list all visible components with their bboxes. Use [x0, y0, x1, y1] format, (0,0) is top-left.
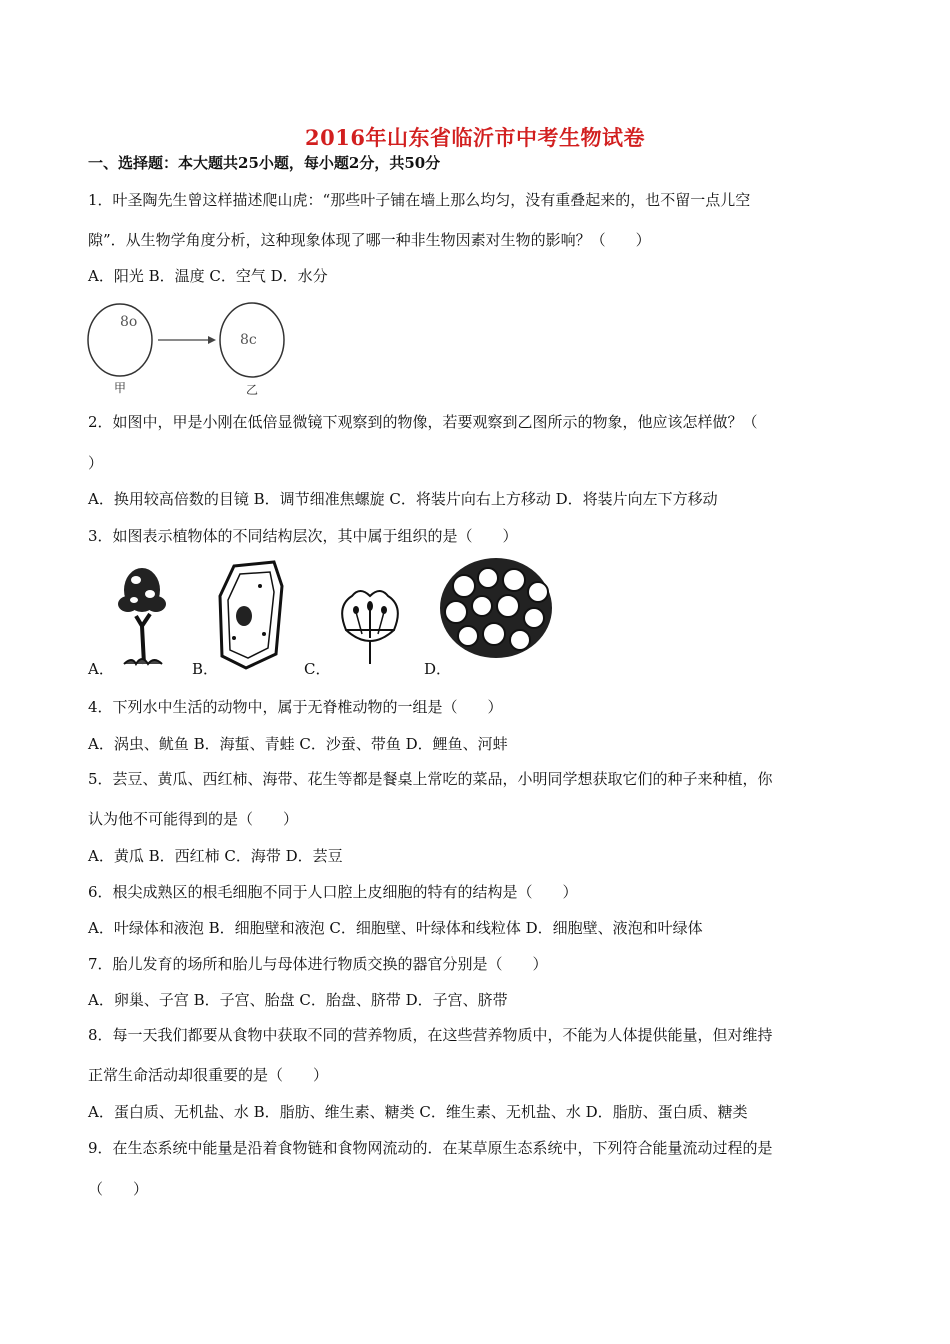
- question-6-options: A．叶绿体和液泡 B．细胞壁和液泡 C．细胞壁、叶绿体和线粒体 D．细胞壁、液泡和叶绿体: [88, 919, 703, 937]
- question-5-options: A．黄瓜 B．西红柿 C．海带 D．芸豆: [88, 847, 343, 865]
- option-label-d: D．: [424, 660, 452, 678]
- option-label-b: B．: [192, 660, 219, 678]
- question-2-line-1: 2．如图中，甲是小刚在低倍显微镜下观察到的物像，若要观察到乙图所示的物象，他应该怎样做？（: [88, 413, 758, 431]
- option-label-c: C．: [304, 660, 331, 678]
- flower-drawing: [342, 591, 398, 664]
- label-yi: 乙: [246, 383, 259, 397]
- specimen-left: 8o: [120, 314, 138, 330]
- tissue-drawing: [440, 558, 552, 658]
- label-jia: 甲: [114, 381, 127, 395]
- question-4-line-1: 4．下列水中生活的动物中，属于无脊椎动物的一组是（ ）: [88, 698, 503, 716]
- question-8-line-1: 8．每一天我们都要从食物中获取不同的营养物质，在这些营养物质中，不能为人体提供能量，但对维持: [88, 1026, 773, 1044]
- question-6-line-1: 6．根尖成熟区的根毛细胞不同于人口腔上皮细胞的特有的结构是（ ）: [88, 883, 578, 901]
- specimen-right: 8c: [240, 332, 257, 348]
- question-7-options: A．卵巢、子宫 B．子宫、胎盘 C．胎盘、脐带 D．子宫、脐带: [88, 991, 508, 1009]
- question-9-line-1: 9．在生态系统中能量是沿着食物链和食物网流动的．在某草原生态系统中，下列符合能量流动过程的是: [88, 1139, 773, 1157]
- question-9-line-2: （ ）: [88, 1180, 149, 1198]
- question-7-line-1: 7．胎儿发育的场所和胎儿与母体进行物质交换的器官分别是（ ）: [88, 955, 548, 973]
- question-1-line-2: 隙”．从生物学角度分析，这种现象体现了哪一种非生物因素对生物的影响？（ ）: [88, 231, 651, 249]
- question-8-options: A．蛋白质、无机盐、水 B．脂肪、维生素、糖类 C．维生素、无机盐、水 D．脂肪、蛋白质、糖类: [88, 1103, 748, 1121]
- question-5-line-1: 5．芸豆、黄瓜、西红柿、海带、花生等都是餐桌上常吃的菜品，小明同学想获取它们的种子来种植，你: [88, 770, 773, 788]
- page-title: 2016年山东省临沂市中考生物试卷: [305, 125, 645, 150]
- arrow-head-icon: [208, 336, 216, 344]
- question-5-line-2: 认为他不可能得到的是（ ）: [88, 810, 299, 828]
- question-8-line-2: 正常生命活动却很重要的是（ ）: [88, 1066, 329, 1084]
- question-1-line-1: 1．叶圣陶先生曾这样描述爬山虎：“那些叶子铺在墙上那么均匀，没有重叠起来的，也不留一点儿空: [88, 191, 751, 209]
- question-2-options: A．换用较高倍数的目镜 B．调节细准焦螺旋 C．将装片向右上方移动 D．将装片向左下方移动: [88, 490, 718, 508]
- question-3-line-1: 3．如图表示植物体的不同结构层次，其中属于组织的是（ ）: [88, 527, 518, 545]
- plant-drawing: [118, 568, 166, 664]
- question-1-options: A．阳光 B．温度 C．空气 D．水分: [88, 267, 328, 285]
- question-4-options: A．涡虫、鱿鱼 B．海蜇、青蛙 C．沙蚕、带鱼 D．鲤鱼、河蚌: [88, 735, 508, 753]
- option-label-a: A．: [88, 660, 114, 678]
- section-heading: 一、选择题：本大题共25小题，每小题2分，共50分: [88, 154, 441, 172]
- cell-drawing: [220, 562, 282, 668]
- question-2-line-2: ）: [88, 454, 104, 472]
- microscope-view-figure: [84, 298, 314, 398]
- structure-levels-figure: [84, 556, 584, 682]
